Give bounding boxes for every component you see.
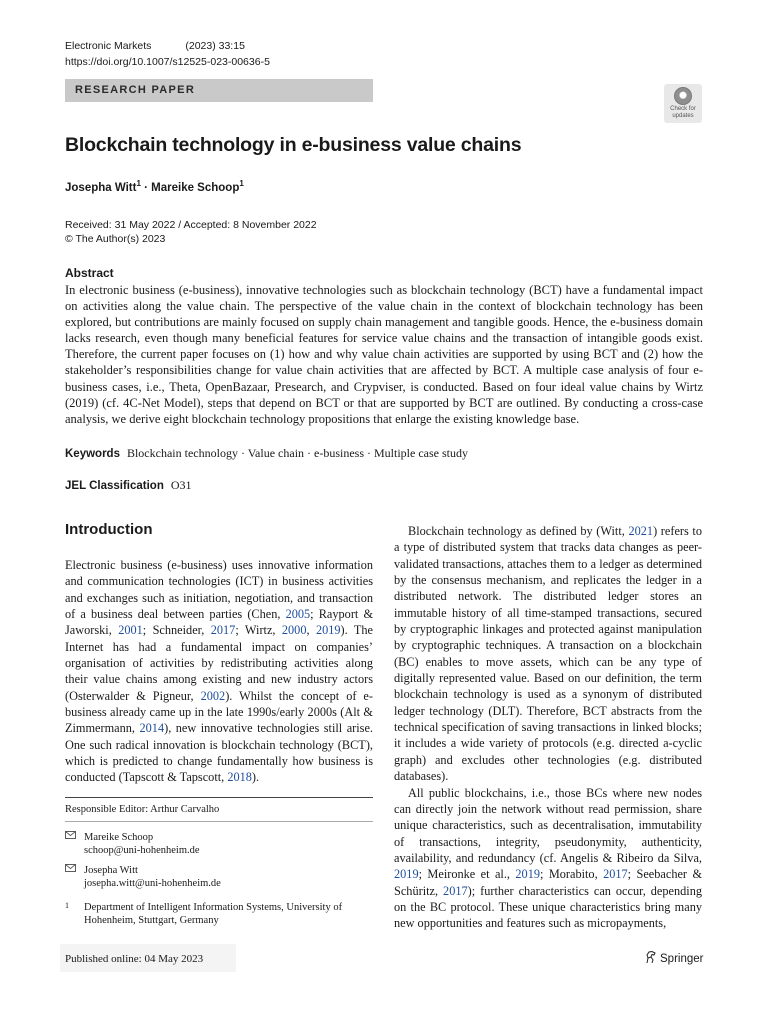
footnote-divider-2 bbox=[65, 821, 373, 822]
affiliation bbox=[65, 901, 374, 927]
springer-horse-icon bbox=[645, 951, 657, 964]
check-for-updates-badge[interactable] bbox=[664, 84, 702, 123]
publisher-logo bbox=[645, 951, 703, 965]
check-updates-label: Check for updates bbox=[670, 106, 696, 119]
author-2-affil: 1 bbox=[239, 179, 244, 188]
abstract-text: In electronic business (e-business), innovative technologies such as blockchain technology (BCT) have a fundamental impact on activities along the value chain. The perspective of the value chain in the context of blockchain technology has been explored, but contributions are mainly focused on supply chain management and tangible goods. Hence, the e-business domain lacks research, even though many beneficial features for service value chains and the transaction of intangible goods exist. Therefore, the current paper focuses on (1) how and why value chain activities are supported by using BCT and (2) how the stakeholder’s responsibilities change for value chain activities that are affected by BCT. A multiple case analysis of four e-business cases, i.e., Theta, OpenBazaar, Presearch, and Crypviser, is conducted. Based on four ideal value chains by Wirtz (2019) (cf. 4C-Net Model), steps that depend on BCT or that are supported by BCT are outlined. By conducting a cross-case analysis, we derive eight blockchain technology propositions that enlarge the existing knowledge base. bbox=[65, 283, 703, 426]
jel-label: JEL Classification bbox=[65, 480, 164, 492]
abstract-heading: Abstract bbox=[65, 266, 114, 280]
intro-paragraph-1: Electronic business (e-business) uses innovative information and communication technologies (ICT) in business activities and exchanges such as initiation, negotiation, and transaction of a business deal between parties (Chen, 2005; Rayport & Jaworski, 2001; Schneider, 2017; Wirtz, 2000, 2019). The Internet has had a fundamental impact on companies’ organisation of activities by redistributing activities along their value chains among existing and new industry actors (Osterwalder & Pigneur, 2002). Whilst the concept of e-business already came up in the late 1990s/early 2000s (Alt & Zimmermann, 2014), new innovative technologies still arise. One such radical innovation is blockchain technology (BCT), which is predicted to change fundamentally how business is conducted (Tapscott & Tapscott, 2018). bbox=[65, 558, 374, 785]
responsible-editor: Responsible Editor: Arthur Carvalho bbox=[65, 804, 220, 815]
citation-link[interactable]: 2021 bbox=[628, 524, 654, 538]
citation-link[interactable]: 2001 bbox=[118, 623, 143, 638]
publisher-name: Springer bbox=[660, 953, 704, 965]
author-1-affil: 1 bbox=[136, 179, 141, 188]
citation-link[interactable]: 2000 bbox=[281, 623, 307, 638]
affiliation-text: Department of Intelligent Information Systems, University of Hohenheim, Stuttgart, Germany bbox=[84, 902, 343, 926]
jel-classification bbox=[65, 478, 192, 493]
section-heading-introduction: Introduction bbox=[65, 521, 153, 538]
contact-2 bbox=[65, 864, 221, 890]
contact-1-name: Mareike Schoop bbox=[84, 832, 154, 843]
jel-code: O31 bbox=[170, 478, 192, 492]
copyright: © The Author(s) 2023 bbox=[65, 233, 166, 245]
doi-link[interactable]: https://doi.org/10.1007/s12525-023-00636-5 bbox=[65, 56, 270, 68]
paper-title: Blockchain technology in e-business value chains bbox=[65, 134, 522, 156]
contact-2-email[interactable]: josepha.witt@uni-hohenheim.de bbox=[84, 878, 221, 889]
citation-link[interactable]: 2019 bbox=[515, 867, 540, 882]
published-online: Published online: 04 May 2023 bbox=[65, 953, 204, 965]
intro-paragraph-3: All public blockchains, i.e., those BCs where new nodes can directly join the network without read permission, share unique characteristics, such as decentralisation, immutability of transactions, integrity, pseudonymity, authenticity, availability, and redundancy (cf. Angelis & Ribeiro da Silva, 2019; Meironke et al., 2019; Morabito, 2017; Seebacher & Schüritz, 2017); further characteristics can occur, depending on the BC protocol. These unique characteristics bring many new opportunities and features such as micropayments, bbox=[394, 785, 703, 931]
citation-link[interactable]: 2014 bbox=[139, 721, 165, 736]
author-1: Josepha Witt bbox=[65, 181, 137, 194]
keywords bbox=[65, 446, 468, 461]
footnote-divider bbox=[65, 797, 373, 798]
keywords-label: Keywords bbox=[65, 448, 120, 460]
citation-link[interactable]: 2005 bbox=[285, 607, 311, 622]
author-list: Josepha Witt$^1$ · Mareike Schoop$^1$ bbox=[65, 179, 244, 194]
envelope-icon bbox=[65, 864, 76, 872]
journal-volume: (2023) 33:15 bbox=[185, 40, 245, 52]
intro-paragraph-2: Blockchain technology as defined by (Witt, 2021) refers to a type of distributed system that tracks data changes as peer-validated transactions, attaches them to a ledger as determined by the consensus mechanism, and replicates the ledger in a distributed network. The distributed ledger stores an immutable history of all time-stamped transactions, secured by cryptographic linkages and protected against manipulation by cryptographic techniques. A transaction on a blockchain (BC) enables to move assets, which can be any type of digitally represented value. Based on our definition, the term blockchain technology is used as a synonym of distributed ledger technology (DLT). Therefore, BCT abstracts from the technical specification of saving transactions in linked blocks; it includes a wide variety of protocols (e.g. directed a-cyclic graph) and excludes other technologies (e.g. distributed databases). bbox=[394, 524, 702, 784]
citation-link[interactable]: 2002 bbox=[200, 688, 226, 703]
envelope-icon bbox=[65, 831, 76, 839]
contact-1 bbox=[65, 831, 200, 857]
citation-link[interactable]: 2017 bbox=[210, 623, 236, 638]
keywords-text: Blockchain technology · Value chain · e-business · Multiple case study bbox=[126, 446, 468, 460]
citation-link[interactable]: 2017 bbox=[603, 867, 628, 882]
right-column bbox=[394, 523, 702, 932]
citation-link[interactable]: 2017 bbox=[443, 883, 468, 898]
contact-2-name: Josepha Witt bbox=[84, 865, 138, 876]
contact-1-email[interactable]: schoop@uni-hohenheim.de bbox=[84, 845, 200, 856]
journal-line bbox=[65, 40, 245, 52]
author-2: Mareike Schoop bbox=[151, 181, 240, 194]
journal-name: Electronic Markets bbox=[65, 40, 152, 52]
citation-link[interactable]: 2018 bbox=[227, 770, 252, 785]
citation-link[interactable]: 2019 bbox=[394, 867, 419, 882]
article-type-banner: RESEARCH PAPER bbox=[65, 79, 373, 102]
affiliation-number: 1 bbox=[65, 901, 69, 910]
article-dates bbox=[65, 218, 317, 246]
left-column bbox=[65, 557, 373, 786]
check-updates-icon bbox=[674, 87, 692, 105]
received-accepted: Received: 31 May 2022 / Accepted: 8 November 2022 bbox=[65, 219, 317, 231]
citation-link[interactable]: 2019 bbox=[315, 623, 341, 638]
